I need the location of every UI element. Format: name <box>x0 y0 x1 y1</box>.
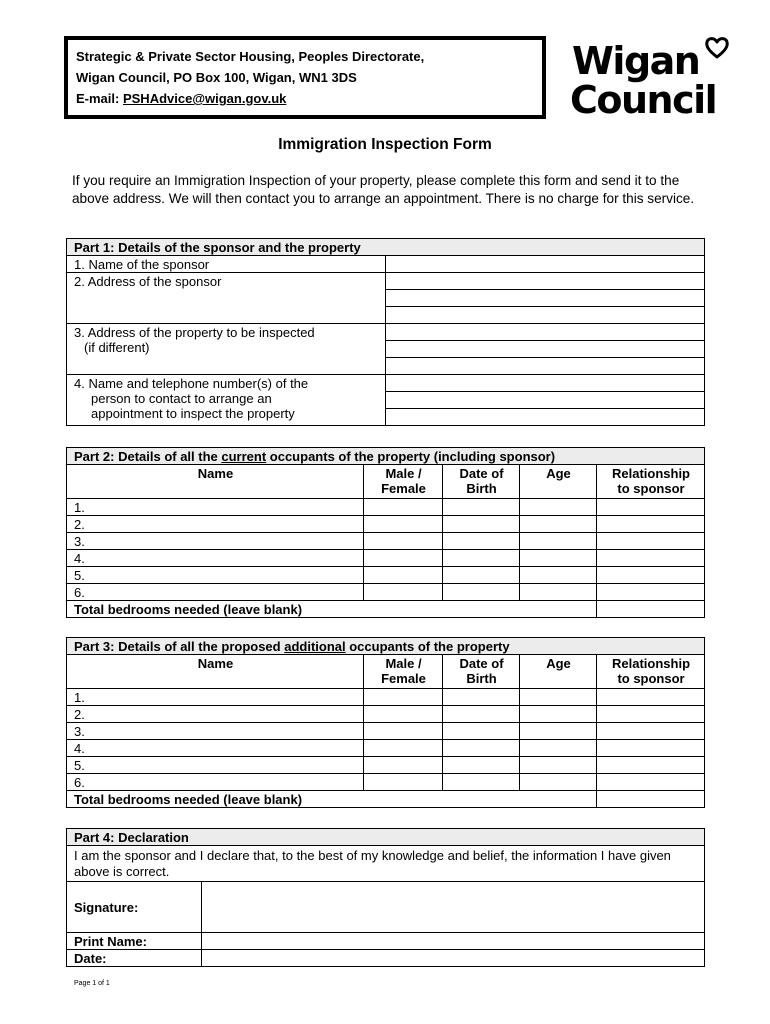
address-line-1: Strategic & Private Sector Housing, Peoples Directorate, <box>76 49 425 64</box>
sex-field[interactable] <box>364 774 443 791</box>
dob-field[interactable] <box>443 516 520 533</box>
dob-field[interactable] <box>443 550 520 567</box>
age-field[interactable] <box>520 516 597 533</box>
page-number: Page 1 of 1 <box>74 980 110 987</box>
relationship-field[interactable] <box>597 584 705 601</box>
address-box <box>64 36 546 119</box>
age-field[interactable] <box>520 723 597 740</box>
relationship-field[interactable] <box>597 533 705 550</box>
row-number[interactable]: 5. <box>67 567 364 584</box>
total-bedrooms-field[interactable] <box>597 791 705 808</box>
age-field[interactable] <box>520 706 597 723</box>
declaration-text: I am the sponsor and I declare that, to the best of my knowledge and belief, the information I have given above is correct. <box>67 846 705 882</box>
col-name: Name <box>67 655 364 689</box>
age-field[interactable] <box>520 757 597 774</box>
sex-field[interactable] <box>364 533 443 550</box>
relationship-field[interactable] <box>597 550 705 567</box>
sex-field[interactable] <box>364 706 443 723</box>
sex-field[interactable] <box>364 584 443 601</box>
age-field[interactable] <box>520 499 597 516</box>
email-line <box>76 88 534 109</box>
age-field[interactable] <box>520 774 597 791</box>
dob-field[interactable] <box>443 706 520 723</box>
sex-field[interactable] <box>364 567 443 584</box>
sex-field[interactable] <box>364 499 443 516</box>
table-row <box>67 550 705 567</box>
col-dob: Date of Birth <box>443 465 520 499</box>
print-name-label: Print Name: <box>67 933 202 950</box>
dob-field[interactable] <box>443 567 520 584</box>
sponsor-address-field-2[interactable] <box>386 290 705 307</box>
sponsor-address-field-3[interactable] <box>386 307 705 324</box>
row-number[interactable]: 1. <box>67 499 364 516</box>
total-bedrooms-label: Total bedrooms needed (leave blank) <box>67 791 597 808</box>
col-relationship: Relationship to sponsor <box>597 465 705 499</box>
part1-table <box>66 238 705 426</box>
row-number[interactable]: 4. <box>67 550 364 567</box>
email-link[interactable]: PSHAdvice@wigan.gov.uk <box>122 91 287 106</box>
relationship-field[interactable] <box>597 740 705 757</box>
address-line-2: Wigan Council, PO Box 100, Wigan, WN1 3DS <box>76 70 357 85</box>
table-row <box>67 740 705 757</box>
col-sex: Male / Female <box>364 465 443 499</box>
property-address-field-2[interactable] <box>386 341 705 358</box>
sponsor-name-field[interactable] <box>386 256 705 273</box>
relationship-field[interactable] <box>597 774 705 791</box>
row-number[interactable]: 2. <box>67 516 364 533</box>
age-field[interactable] <box>520 689 597 706</box>
part2-table <box>66 447 705 618</box>
logo-text-council: Council <box>570 78 717 122</box>
relationship-field[interactable] <box>597 499 705 516</box>
col-name: Name <box>67 465 364 499</box>
row-number[interactable]: 5. <box>67 757 364 774</box>
relationship-field[interactable] <box>597 689 705 706</box>
table-row <box>67 706 705 723</box>
table-row <box>67 533 705 550</box>
table-row <box>67 584 705 601</box>
col-relationship: Relationship to sponsor <box>597 655 705 689</box>
row-number[interactable]: 2. <box>67 706 364 723</box>
sex-field[interactable] <box>364 723 443 740</box>
sex-field[interactable] <box>364 689 443 706</box>
age-field[interactable] <box>520 550 597 567</box>
col-sex: Male / Female <box>364 655 443 689</box>
relationship-field[interactable] <box>597 567 705 584</box>
dob-field[interactable] <box>443 533 520 550</box>
q2-label: 2. Address of the sponsor <box>67 273 386 324</box>
signature-field[interactable] <box>202 882 705 933</box>
property-address-field-1[interactable] <box>386 324 705 341</box>
sex-field[interactable] <box>364 516 443 533</box>
print-name-field[interactable] <box>202 933 705 950</box>
property-address-field-3[interactable] <box>386 358 705 375</box>
sex-field[interactable] <box>364 740 443 757</box>
sex-field[interactable] <box>364 550 443 567</box>
intro-text: If you require an Immigration Inspection of your property, please complete this form and send it to the above address. We will then contact you to arrange an appointment. There is no charge for this service. <box>72 173 695 206</box>
row-number[interactable]: 3. <box>67 533 364 550</box>
part4-heading: Part 4: Declaration <box>67 829 705 846</box>
q4-label: 4. Name and telephone number(s) of the person to contact to arrange an appointment to inspect the property <box>67 375 386 426</box>
table-row <box>67 757 705 774</box>
row-number[interactable]: 1. <box>67 689 364 706</box>
age-field[interactable] <box>520 584 597 601</box>
dob-field[interactable] <box>443 499 520 516</box>
signature-label: Signature: <box>67 882 202 933</box>
part1-heading: Part 1: Details of the sponsor and the property <box>67 239 705 256</box>
table-row <box>67 689 705 706</box>
row-number[interactable]: 6. <box>67 774 364 791</box>
wigan-council-logo <box>568 36 728 122</box>
form-title: Immigration Inspection Form <box>278 136 492 153</box>
contact-field-3[interactable] <box>386 409 705 426</box>
dob-field[interactable] <box>443 740 520 757</box>
relationship-field[interactable] <box>597 516 705 533</box>
total-bedrooms-label: Total bedrooms needed (leave blank) <box>67 601 597 618</box>
date-label: Date: <box>67 950 202 967</box>
date-field[interactable] <box>202 950 705 967</box>
row-number[interactable]: 3. <box>67 723 364 740</box>
col-age: Age <box>520 465 597 499</box>
age-field[interactable] <box>520 567 597 584</box>
email-label: E-mail: <box>76 91 120 106</box>
part2-heading: Part 2: Details of all the current occupants of the property (including sponsor) <box>67 448 705 465</box>
table-row <box>67 499 705 516</box>
table-row <box>67 567 705 584</box>
contact-field-2[interactable] <box>386 392 705 409</box>
logo-text-wigan: Wigan <box>572 39 700 83</box>
total-bedrooms-field[interactable] <box>597 601 705 618</box>
col-dob: Date of Birth <box>443 655 520 689</box>
relationship-field[interactable] <box>597 723 705 740</box>
table-row <box>67 516 705 533</box>
table-row <box>67 774 705 791</box>
q3-label: 3. Address of the property to be inspected (if different) <box>67 324 386 375</box>
part3-table <box>66 637 705 808</box>
row-number[interactable]: 6. <box>67 584 364 601</box>
heart-icon <box>704 36 730 60</box>
age-field[interactable] <box>520 740 597 757</box>
relationship-field[interactable] <box>597 757 705 774</box>
dob-field[interactable] <box>443 774 520 791</box>
dob-field[interactable] <box>443 723 520 740</box>
part3-heading: Part 3: Details of all the proposed additional occupants of the property <box>67 638 705 655</box>
sex-field[interactable] <box>364 757 443 774</box>
row-number[interactable]: 4. <box>67 740 364 757</box>
dob-field[interactable] <box>443 689 520 706</box>
col-age: Age <box>520 655 597 689</box>
relationship-field[interactable] <box>597 706 705 723</box>
age-field[interactable] <box>520 533 597 550</box>
part4-table <box>66 828 705 967</box>
dob-field[interactable] <box>443 584 520 601</box>
q1-label: 1. Name of the sponsor <box>67 256 386 273</box>
dob-field[interactable] <box>443 757 520 774</box>
table-row <box>67 723 705 740</box>
contact-field-1[interactable] <box>386 375 705 392</box>
sponsor-address-field-1[interactable] <box>386 273 705 290</box>
